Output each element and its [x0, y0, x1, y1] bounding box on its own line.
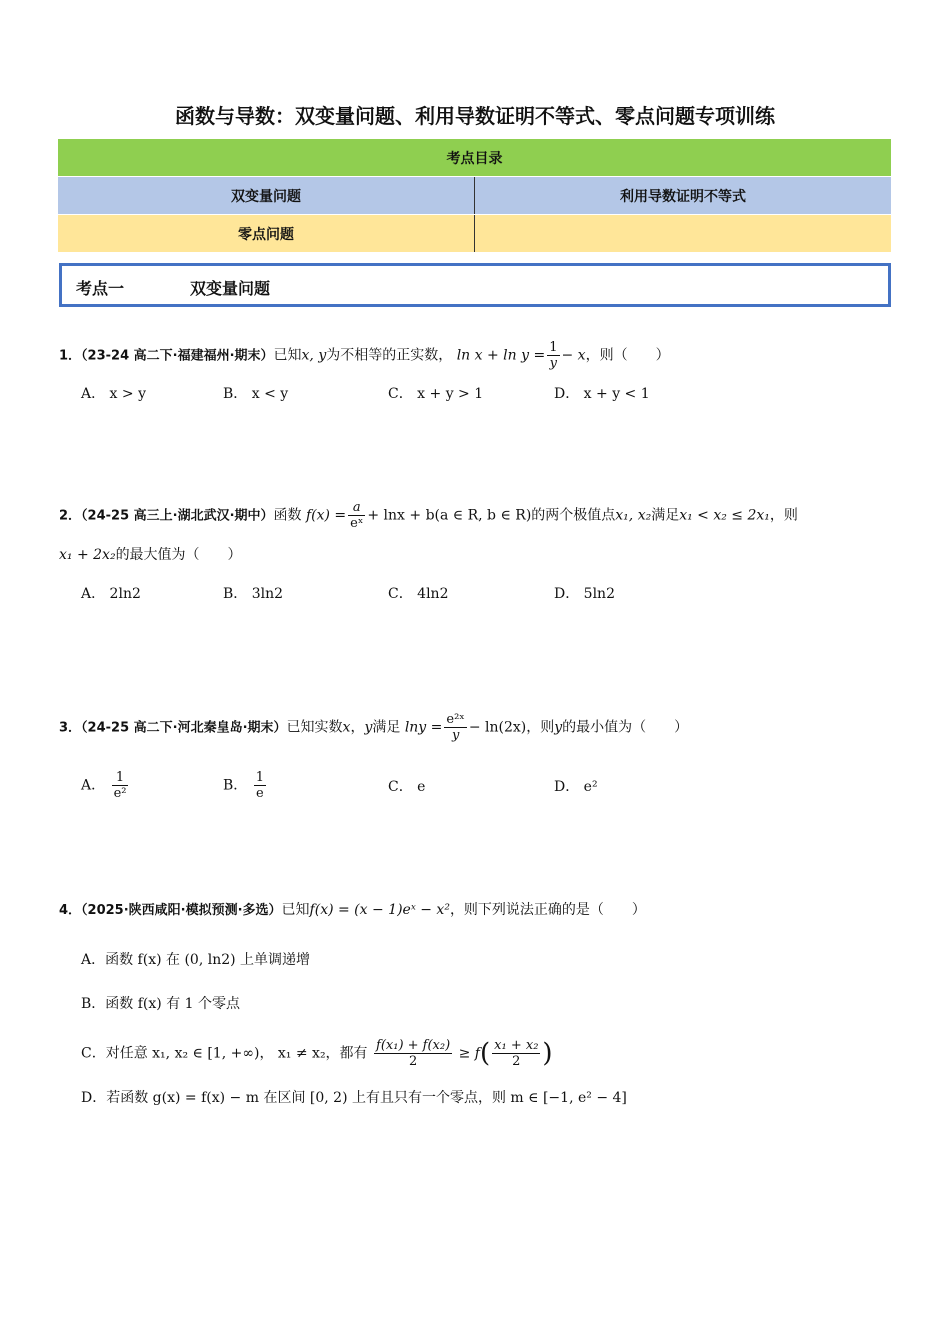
q3-option-d[interactable]: D． e²: [554, 779, 598, 795]
q3-eq-right: − ln(2x): [468, 719, 527, 736]
q1-frac-num: 1: [549, 340, 558, 355]
q2-frac-den: eˣ: [350, 516, 364, 531]
section-header: [59, 263, 891, 307]
q3-option-a-num: 1: [112, 770, 129, 786]
q4-option-c-text: C．对任意 x₁, x₂ ∈ [1, +∞)， x₁ ≠ x₂，都有: [81, 1045, 368, 1062]
question-4: [59, 900, 646, 921]
question-2: [59, 500, 798, 531]
page-title: 函数与导数：双变量问题、利用导数证明不等式、零点问题专项训练: [175, 104, 775, 128]
q4-option-c-den-2: 2: [512, 1054, 521, 1069]
q4-stem-a: 已知: [281, 902, 310, 918]
q3-var-x: x: [342, 719, 351, 736]
q4-option-c-num-2: x₁ + x₂: [494, 1038, 539, 1053]
q3-option-b-fraction: [254, 770, 266, 801]
q2-frac-num: a: [348, 500, 365, 516]
q3-fraction: [444, 712, 466, 743]
q2-number: 2．: [59, 508, 82, 524]
q1-eq-left: ln x + ln y =: [456, 347, 546, 364]
q4-number: 4．: [59, 903, 82, 918]
q1-option-c[interactable]: C． x + y > 1: [388, 386, 484, 402]
q2-line2-expr: x₁ + 2x₂: [59, 547, 116, 563]
q4-option-c-den: 2: [408, 1054, 418, 1069]
question-3: [59, 712, 688, 743]
q4-option-c-num: f(x₁) + f(x₂): [376, 1038, 451, 1053]
q2-option-c[interactable]: C． 4ln2: [388, 586, 449, 602]
q3-var-y: y: [364, 719, 373, 736]
q4-option-c-mid: ≥ f: [458, 1045, 480, 1062]
q4-option-a[interactable]: A．函数 f(x) 在 (0, ln2) 上单调递增: [81, 952, 311, 968]
toc-header: 考点目录: [58, 139, 892, 177]
question-1: [59, 340, 670, 371]
q3-sep: ，: [350, 719, 365, 736]
q1-number: 1．: [59, 348, 82, 364]
q1-source: （23-24 高二下·福建福州·期末）: [81, 348, 274, 364]
q2-option-d[interactable]: D． 5ln2: [554, 586, 615, 602]
q3-frac-num: e²ˣ: [446, 712, 465, 727]
q3-number: 3．: [59, 720, 82, 736]
q3-option-a-fraction: [112, 770, 129, 801]
q3-option-b-num: 1: [255, 770, 265, 785]
q2-stem-b: 的两个极值点: [531, 507, 616, 524]
q2-stem-d: ，则: [769, 507, 798, 524]
q3-stem-b: 满足: [372, 719, 401, 736]
toc-item-inequality[interactable]: 利用导数证明不等式: [475, 177, 892, 215]
q3-option-b-den: e: [256, 786, 264, 801]
q1-frac-den: y: [549, 356, 558, 371]
q1-option-d[interactable]: D． x + y < 1: [554, 386, 650, 402]
q3-stem-d: 的最小值为（ ）: [562, 719, 689, 736]
q1-vars: x, y: [301, 347, 327, 364]
q2-fx: f(x) =: [305, 507, 347, 524]
q4-option-c-fraction: [374, 1038, 452, 1069]
q2-source: （24-25 高三上·湖北武汉·期中）: [81, 508, 274, 524]
q3-var-y-2: y: [554, 719, 563, 736]
q3-option-a-label: A．: [81, 777, 106, 794]
q1-stem-a: 已知: [273, 347, 302, 364]
q3-option-a-den: e²: [113, 786, 127, 801]
section-title: 双变量问题: [190, 279, 271, 298]
q1-stem-c: ，则（ ）: [585, 347, 670, 364]
question-2-line2: [59, 545, 242, 565]
q1-stem-b: 为不相等的正实数，: [326, 347, 453, 364]
toc-table: [57, 138, 892, 253]
q3-frac-den: y: [451, 728, 460, 743]
toc-item-double-variable[interactable]: 双变量问题: [58, 177, 475, 215]
q2-pts: x₁, x₂: [615, 507, 652, 524]
q4-stem-b: ，则下列说法正确的是（ ）: [449, 902, 646, 918]
q3-eq-left: lny =: [404, 719, 443, 736]
toc-item-zero-point[interactable]: 零点问题: [58, 215, 475, 253]
q2-stem-a: 函数: [273, 507, 302, 524]
q3-stem-a: 已知实数: [286, 719, 343, 736]
q2-cond: x₁ < x₂ ≤ 2x₁: [679, 507, 770, 524]
q3-option-b[interactable]: [223, 770, 268, 801]
q1-option-b[interactable]: B． x < y: [223, 386, 289, 402]
q2-stem-c: 满足: [651, 507, 680, 524]
q3-stem-c: ，则: [526, 719, 555, 736]
q1-eq-right: − x: [561, 347, 586, 364]
q4-option-c-fraction-2: [492, 1038, 540, 1069]
q3-option-a[interactable]: [81, 770, 130, 801]
q2-option-a[interactable]: A． 2ln2: [81, 586, 141, 602]
q2-line2-text: 的最大值为（ ）: [115, 547, 242, 563]
q4-source: （2025·陕西咸阳·模拟预测·多选）: [81, 903, 282, 918]
q2-fraction: [348, 500, 365, 531]
toc-empty-cell: [475, 215, 892, 253]
q3-option-b-label: B．: [223, 777, 248, 794]
q4-option-c[interactable]: C．对任意 x₁, x₂ ∈ [1, +∞)， x₁ ≠ x₂，都有 $\frac{\text{f(x₁) + f(x₂)}}{2}$ ≥ f( $\frac{\text{x₁ + x₂}}{2}$ ): [81, 1038, 553, 1069]
q3-option-c[interactable]: C． e: [388, 779, 426, 795]
q2-expr: + lnx + b(a ∈ R, b ∈ R): [367, 507, 532, 524]
q1-fraction: [547, 340, 559, 371]
q2-option-b[interactable]: B． 3ln2: [223, 586, 284, 602]
section-label: 考点一: [76, 279, 125, 298]
q4-option-b[interactable]: B．函数 f(x) 有 1 个零点: [81, 996, 240, 1012]
q3-source: （24-25 高二下·河北秦皇岛·期末）: [81, 720, 287, 736]
q4-option-d[interactable]: D．若函数 g(x) = f(x) − m 在区间 [0, 2) 上有且只有一个零点，则 m ∈ [−1, e² − 4]: [81, 1090, 627, 1106]
q1-option-a[interactable]: A． x > y: [81, 386, 146, 402]
q4-fx: f(x) = (x − 1)eˣ − x²: [309, 902, 450, 918]
